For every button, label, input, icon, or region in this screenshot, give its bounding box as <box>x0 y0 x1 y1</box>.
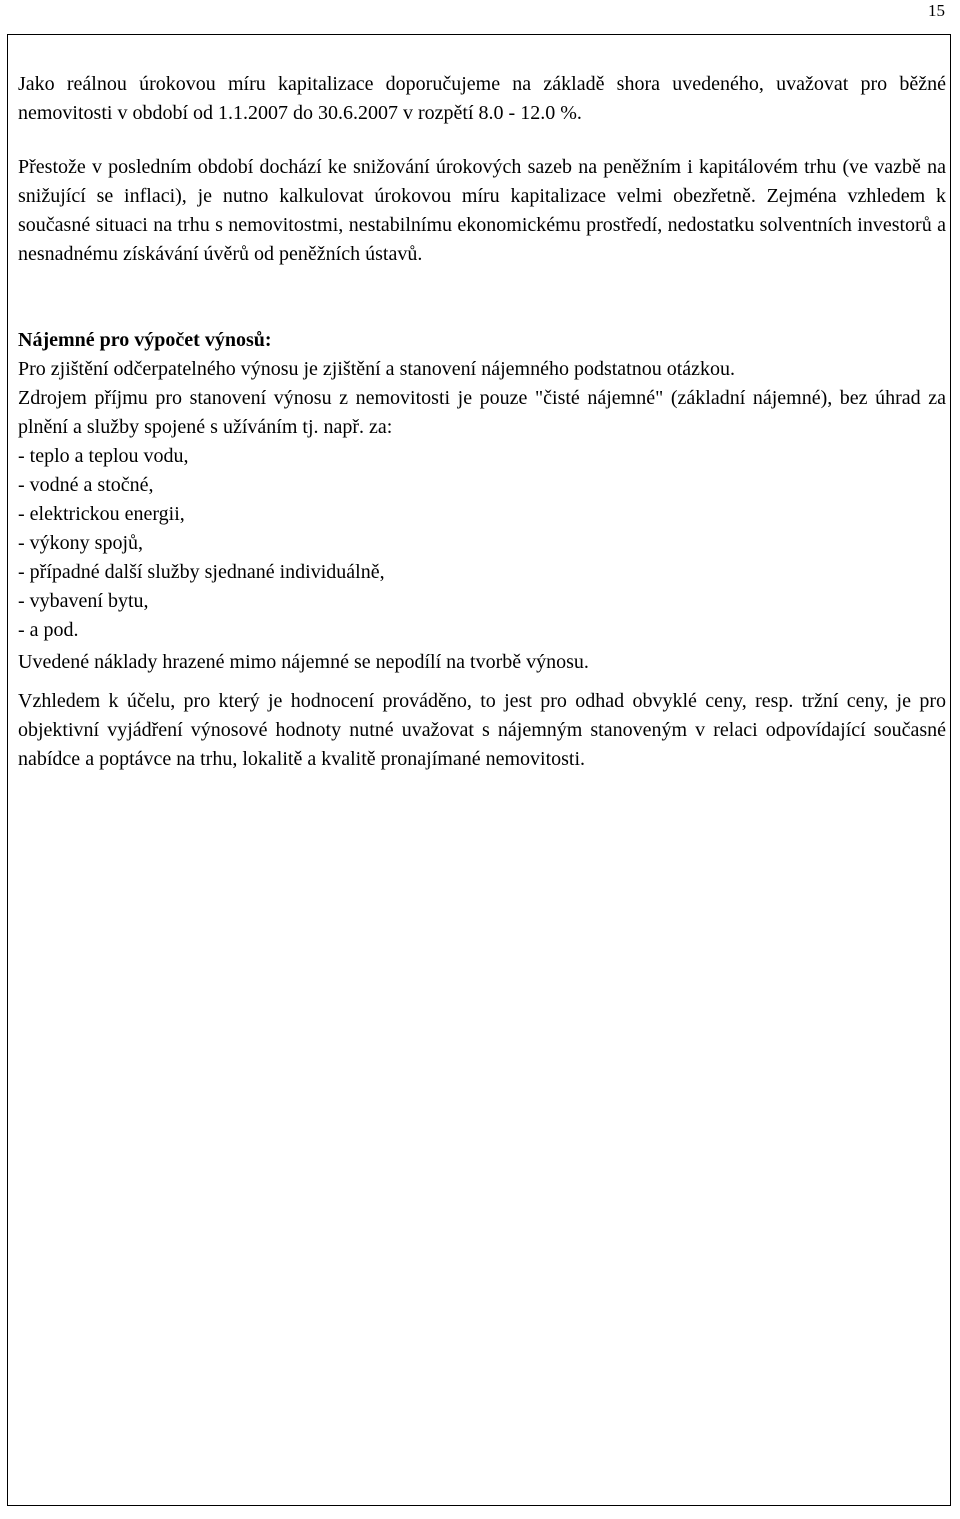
paragraph-costs: Uvedené náklady hrazené mimo nájemné se nepodílí na tvorbě výnosu. <box>18 651 589 673</box>
paragraph-purpose: Vzhledem k účelu, pro který je hodnocení prováděno, to jest pro odhad obvyklé ceny, resp. tržní ceny, je pro objektivní vyjádření výnosové hodnoty nutné uvažovat s nájemným stanoveným v relaci odpovídající současné nabídce a poptávce na trhu, lokalitě a kvalitě pronajímané nemovitosti. <box>18 690 946 770</box>
paragraph-market-conditions: Přestože v posledním období dochází ke snižování úrokových sazeb na peněžním i kapitálovém trhu (ve vazbě na snižující se inflaci), je nutno kalkulovat úrokovou míru kapitalizace velmi obezřetně. Zejména vzhledem k současné situaci na trhu s nemovitostmi, nestabilnímu ekonomickému prostředí, nedostatku solventních investorů a nesnadnému získávání úvěrů od peněžních ústavů. <box>18 156 946 265</box>
section-rent <box>18 326 946 645</box>
list-item: - vybavení bytu, <box>18 590 149 612</box>
section-line-2: Zdrojem příjmu pro stanovení výnosu z nemovitosti je pouze "čisté nájemné" (základní nájemné), bez úhrad za plnění a služby spojené s užíváním tj. např. za: <box>18 387 946 438</box>
paragraph-interest-rate: Jako reálnou úrokovou míru kapitalizace doporučujeme na základě shora uvedeného, uvažovat pro běžné nemovitosti v období od 1.1.2007 do 30.6.2007 v rozpětí 8.0 - 12.0 %. <box>18 73 946 124</box>
section-heading: Nájemné pro výpočet výnosů: <box>18 329 272 351</box>
list-item: - případné další služby sjednané individuálně, <box>18 561 385 583</box>
list-item: - teplo a teplou vodu, <box>18 445 189 467</box>
service-list <box>18 442 946 645</box>
list-item: - výkony spojů, <box>18 532 143 554</box>
section-line-1: Pro zjištění odčerpatelného výnosu je zjištění a stanovení nájemného podstatnou otázkou. <box>18 358 736 380</box>
list-item: - elektrickou energii, <box>18 503 185 525</box>
list-item: - a pod. <box>18 619 79 641</box>
page-number: 15 <box>928 1 945 20</box>
list-item: - vodné a stočné, <box>18 474 154 496</box>
